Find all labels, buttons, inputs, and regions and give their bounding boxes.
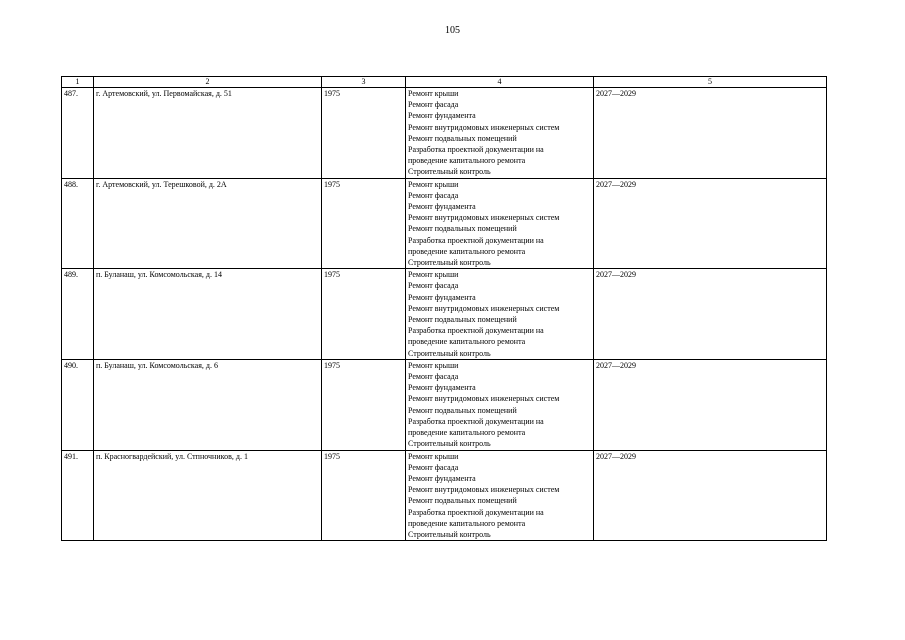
page-number: 105 [445,25,460,36]
work-item: Ремонт внутридомовых инженерных систем [408,213,560,223]
row-period: 2027—2029 [594,359,827,450]
header-col-1: 1 [62,77,94,88]
work-item: Ремонт фундамента [408,292,476,302]
row-year: 1975 [322,359,406,450]
work-item: Ремонт подвальных помещений [408,496,517,506]
row-address: п. Буланаш, ул. Комсомольская, д. 14 [94,269,322,360]
work-item: Строительный контроль [408,348,491,358]
row-number: 491. [62,450,94,541]
header-col-2: 2 [94,77,322,88]
row-works [406,88,594,179]
work-item: Ремонт фундамента [408,111,476,121]
table-row [62,178,827,269]
header-col-4: 4 [406,77,594,88]
work-item: Строительный контроль [408,529,491,539]
work-item: Ремонт подвальных помещений [408,315,517,325]
row-works [406,178,594,269]
work-item: Ремонт подвальных помещений [408,133,517,143]
row-period: 2027—2029 [594,269,827,360]
header-row [62,77,827,88]
work-item: Ремонт фасада [408,100,459,110]
work-item: Ремонт крыши [408,360,459,370]
row-period: 2027—2029 [594,178,827,269]
row-works [406,269,594,360]
table-row [62,359,827,450]
row-number: 490. [62,359,94,450]
row-period: 2027—2029 [594,88,827,179]
table-row [62,450,827,541]
work-item: Строительный контроль [408,167,491,177]
work-item: проведение капитального ремонта [408,337,526,347]
work-item: проведение капитального ремонта [408,428,526,438]
capital-repair-table [61,76,827,541]
work-item: Ремонт фасада [408,190,459,200]
work-item: Ремонт фасада [408,462,459,472]
row-number: 488. [62,178,94,269]
row-works [406,450,594,541]
work-item: Ремонт фасада [408,281,459,291]
row-number: 487. [62,88,94,179]
work-item: проведение капитального ремонта [408,156,526,166]
row-number: 489. [62,269,94,360]
work-item: Ремонт крыши [408,179,459,189]
row-year: 1975 [322,450,406,541]
work-item: Разработка проектной документации на [408,416,544,426]
work-item: Разработка проектной документации на [408,326,544,336]
work-item: Строительный контроль [408,439,491,449]
work-item: Ремонт подвальных помещений [408,224,517,234]
row-address: г. Артемовский, ул. Первомайская, д. 51 [94,88,322,179]
row-year: 1975 [322,269,406,360]
table-row [62,88,827,179]
row-year: 1975 [322,88,406,179]
work-item: Строительный контроль [408,258,491,268]
work-item: Ремонт подвальных помещений [408,405,517,415]
header-col-5: 5 [594,77,827,88]
table-header [62,77,827,88]
work-item: Разработка проектной документации на [408,145,544,155]
work-item: Ремонт фасада [408,372,459,382]
work-item: Ремонт крыши [408,270,459,280]
work-item: Ремонт внутридомовых инженерных систем [408,485,560,495]
work-item: Ремонт внутридомовых инженерных систем [408,394,560,404]
row-address: п. Красногвардейский, ул. Стпночников, д. 1 [94,450,322,541]
table-row [62,269,827,360]
row-works [406,359,594,450]
work-item: Ремонт фундамента [408,473,476,483]
work-item: Ремонт внутридомовых инженерных систем [408,122,560,132]
row-period: 2027—2029 [594,450,827,541]
work-item: Ремонт фундамента [408,202,476,212]
work-item: проведение капитального ремонта [408,246,526,256]
work-item: Ремонт фундамента [408,383,476,393]
work-item: Ремонт крыши [408,89,459,98]
table-body [62,88,827,541]
work-item: проведение капитального ремонта [408,518,526,528]
header-col-3: 3 [322,77,406,88]
work-item: Разработка проектной документации на [408,235,544,245]
row-year: 1975 [322,178,406,269]
row-address: п. Буланаш, ул. Комсомольская, д. 6 [94,359,322,450]
row-address: г. Артемовский, ул. Терешковой, д. 2А [94,178,322,269]
work-item: Ремонт внутридомовых инженерных систем [408,303,560,313]
work-item: Разработка проектной документации на [408,507,544,517]
work-item: Ремонт крыши [408,451,459,461]
